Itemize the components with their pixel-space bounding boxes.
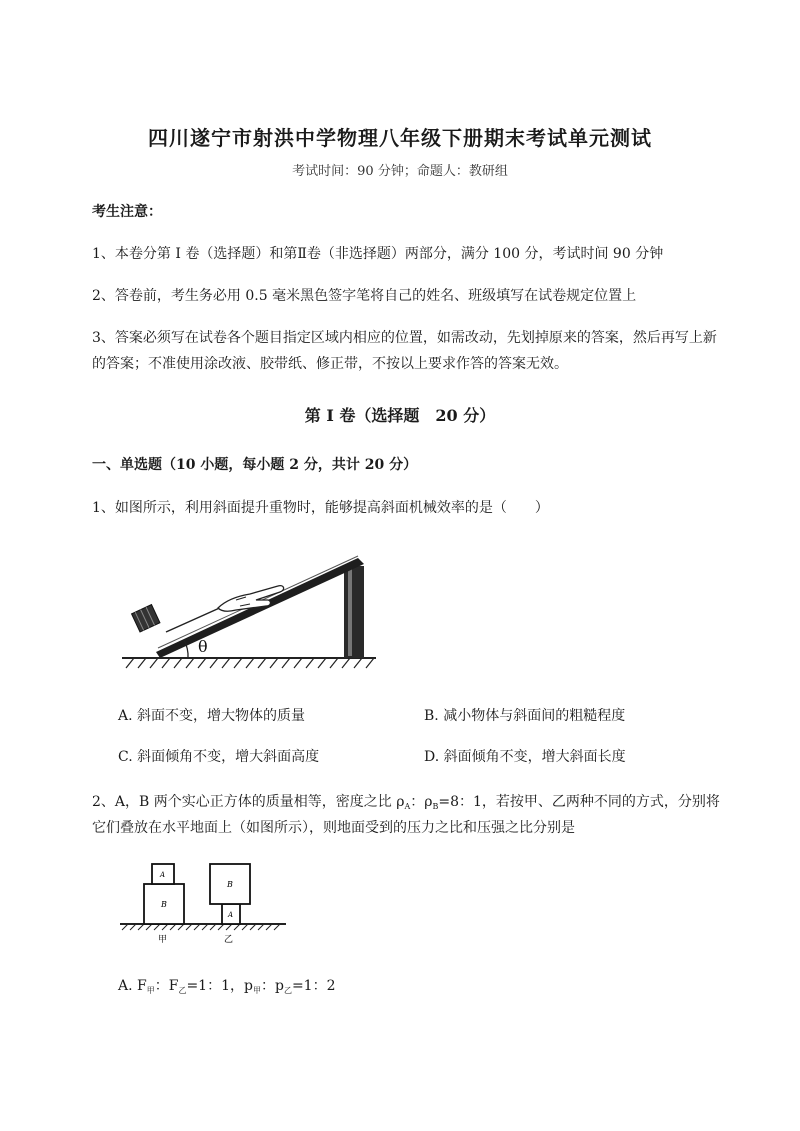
q2-option-a[interactable]: A. $F_甲$：$F_乙=1$：1，$p_甲$：$p_乙=1$：2 — [118, 978, 336, 995]
notice-heading: 考生注意： — [92, 204, 162, 220]
section-title: 第 I 卷（选择题 20 分） — [304, 406, 496, 425]
part-heading: 一、单选题（10 小题，每小题 2 分，共计 20 分） — [92, 457, 418, 473]
label-jia: 甲 — [158, 935, 168, 945]
question-2-stem-line2: 它们叠放在水平地面上（如图所示），则地面受到的压力之比和压强之比分别是 — [92, 820, 575, 836]
q1-option-b[interactable]: B. 减小物体与斜面间的粗糙程度 — [424, 708, 626, 724]
jia-block-b-label: B — [161, 900, 167, 909]
angle-label: θ — [198, 637, 208, 656]
question-2-stem-line1: 2、A，B 两个实心正方体的质量相等，密度之比 $\rho_A$：$\rho_B=8$：1，若按甲、乙两种不同的方式，分别将 — [92, 794, 720, 811]
notice-item-3-cont: 的答案；不准使用涂改液、胶带纸、修正带，不按以上要求作答的答案无效。 — [92, 356, 568, 372]
exam-info: 考试时间：90 分钟；命题人：教研组 — [292, 164, 508, 179]
notice-item-2: 2、答卷前，考生务必用 0.5 毫米黑色签字笔将自己的姓名、班级填写在试卷规定位置上 — [92, 288, 637, 304]
page-title: 四川遂宁市射洪中学物理八年级下册期末考试单元测试 — [148, 126, 652, 150]
notice-item-3: 3、答案必须写在试卷各个题目指定区域内相应的位置，如需改动，先划掉原来的答案，然后再写上新 — [92, 330, 717, 346]
incline-figure — [118, 548, 380, 674]
jia-block-a-label: A — [160, 871, 166, 879]
question-1-stem: 1、如图所示，利用斜面提升重物时，能够提高斜面机械效率的是（ ） — [92, 500, 549, 516]
yi-block-b-label: B — [227, 880, 233, 889]
q1-option-d[interactable]: D. 斜面倾角不变，增大斜面长度 — [424, 749, 626, 765]
notice-item-1: 1、本卷分第 I 卷（选择题）和第Ⅱ卷（非选择题）两部分，满分 100 分，考试时间 90 分钟 — [92, 246, 664, 262]
q1-option-c[interactable]: C. 斜面倾角不变，增大斜面高度 — [118, 749, 320, 765]
q1-option-a[interactable]: A. 斜面不变，增大物体的质量 — [118, 708, 306, 724]
yi-block-a-label: A — [228, 911, 234, 919]
stacked-blocks-figure — [118, 856, 300, 948]
label-yi: 乙 — [224, 935, 234, 945]
